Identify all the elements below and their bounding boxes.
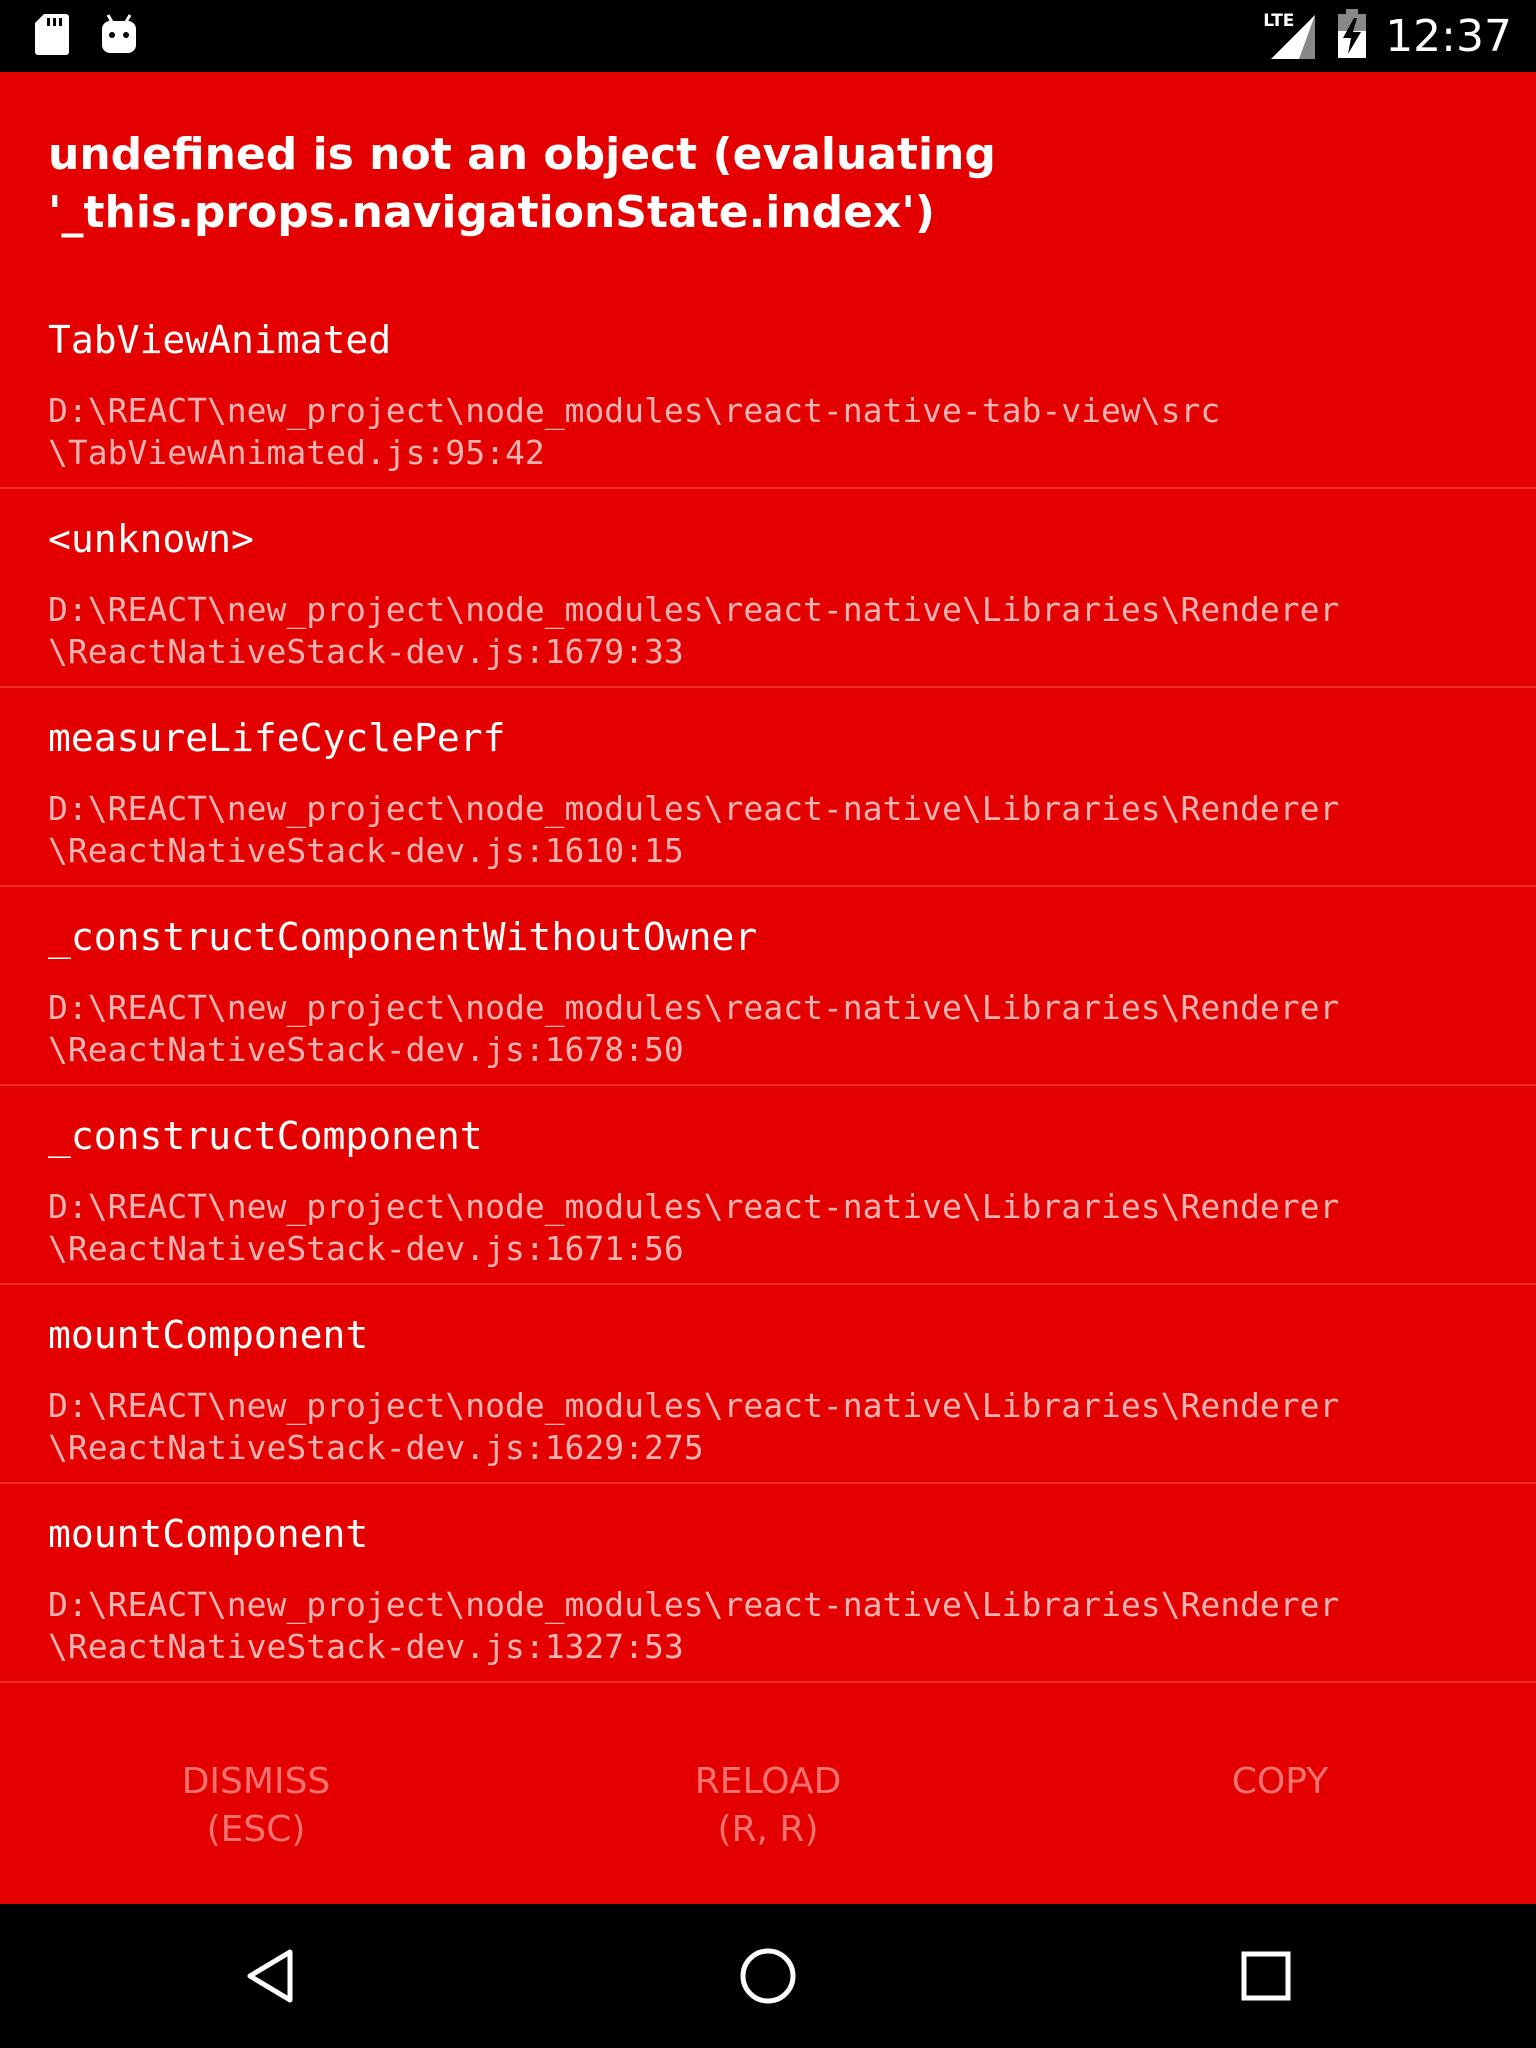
recents-icon[interactable] xyxy=(1236,1946,1296,2006)
frame-method: _constructComponentWithoutOwner xyxy=(48,915,758,959)
android-debug-icon xyxy=(100,13,138,60)
clock: 12:37 xyxy=(1385,10,1512,62)
network-type-label: LTE xyxy=(1263,11,1295,31)
frame-location: D:\REACT\new_project\node_modules\react-native\Libraries\Renderer \ReactNativeStack-dev.js:1679:33 xyxy=(48,590,1340,671)
stack-frame[interactable] xyxy=(0,688,1536,887)
frame-location: D:\REACT\new_project\node_modules\react-native\Libraries\Renderer \ReactNativeStack-dev.js:1327:53 xyxy=(48,1585,1340,1666)
frame-location: D:\REACT\new_project\node_modules\react-native\Libraries\Renderer \ReactNativeStack-dev.js:1610:15 xyxy=(48,789,1340,870)
navigation-bar xyxy=(0,1904,1536,2048)
frame-method: measureLifeCyclePerf xyxy=(48,716,506,760)
battery-charging-icon xyxy=(1337,9,1367,64)
frame-method: mountComponent xyxy=(48,1313,369,1357)
stack-frame[interactable] xyxy=(0,489,1536,688)
stack-frame[interactable] xyxy=(0,1285,1536,1484)
redbox-error-screen xyxy=(0,72,1536,1904)
home-icon[interactable] xyxy=(738,1946,798,2006)
frame-method: <unknown> xyxy=(48,517,254,561)
copy-button[interactable]: COPY xyxy=(1231,1761,1329,1802)
back-icon[interactable] xyxy=(240,1946,300,2006)
frame-method: mountComponent xyxy=(48,1512,369,1556)
error-title: undefined is not an object (evaluating '_this.props.navigationState.index') xyxy=(48,129,996,238)
stack-frame[interactable] xyxy=(0,1086,1536,1285)
dismiss-button[interactable]: DISMISS (ESC) xyxy=(181,1761,331,1850)
stack-frame[interactable] xyxy=(0,1484,1536,1683)
sd-card-icon xyxy=(34,12,70,61)
action-buttons xyxy=(0,1758,1536,1888)
frame-location: D:\REACT\new_project\node_modules\react-native\Libraries\Renderer \ReactNativeStack-dev.js:1678:50 xyxy=(48,988,1340,1069)
reload-button[interactable]: RELOAD (R, R) xyxy=(694,1761,842,1850)
frame-method: TabViewAnimated xyxy=(48,318,392,362)
stack-trace-list xyxy=(0,290,1536,1683)
frame-location: D:\REACT\new_project\node_modules\react-native-tab-view\src \TabViewAnimated.js:95:42 xyxy=(48,391,1221,472)
stack-frame[interactable] xyxy=(0,290,1536,489)
frame-location: D:\REACT\new_project\node_modules\react-native\Libraries\Renderer \ReactNativeStack-dev.js:1629:275 xyxy=(48,1386,1340,1467)
stack-frame[interactable] xyxy=(0,887,1536,1086)
frame-location: D:\REACT\new_project\node_modules\react-native\Libraries\Renderer \ReactNativeStack-dev.js:1671:56 xyxy=(48,1187,1340,1268)
status-bar xyxy=(0,0,1536,72)
signal-icon xyxy=(1263,11,1319,61)
frame-method: _constructComponent xyxy=(48,1114,483,1158)
